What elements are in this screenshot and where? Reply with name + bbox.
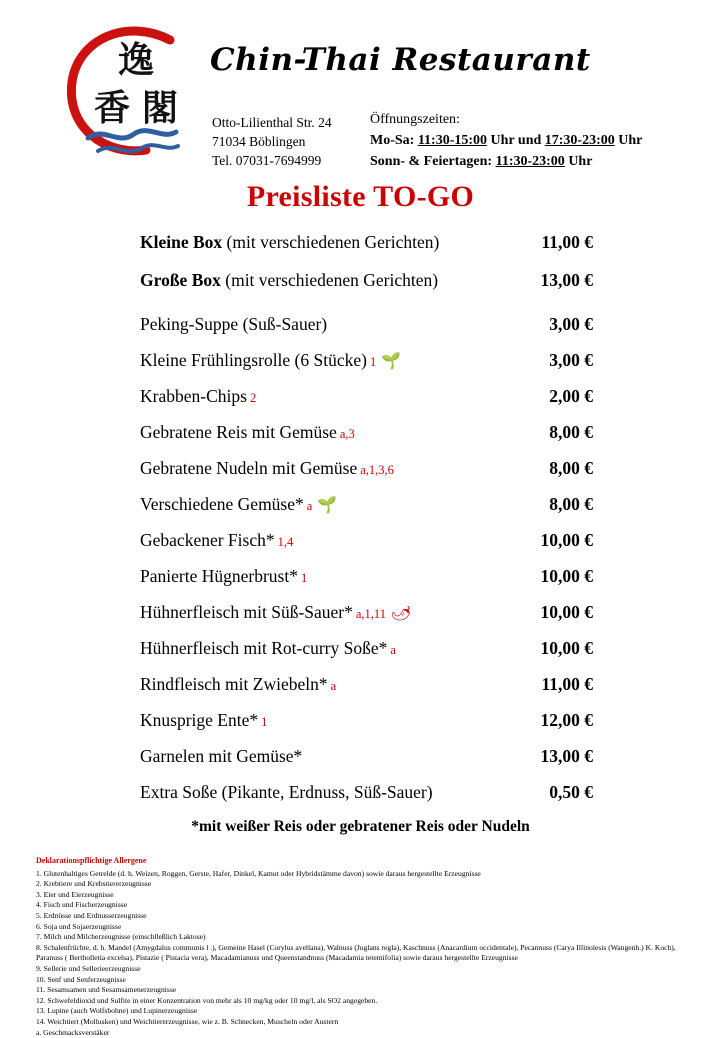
allergen-entry: 6. Soja und Sojaerzeugnisse	[36, 922, 691, 933]
menu-item-name	[140, 494, 337, 515]
menu-item	[140, 746, 593, 767]
restaurant-address	[212, 113, 332, 170]
menu-item-allergens: a	[331, 679, 337, 693]
menu-item	[140, 530, 593, 551]
menu-footnote: *mit weißer Reis oder gebratener Reis oder Nudeln	[0, 818, 721, 836]
weekday-prefix: Mo-Sa:	[370, 133, 418, 148]
menu-item-allergens: 2	[250, 391, 256, 405]
menu-item-name-rest: Hühnerfleisch mit Rot-curry Soße*	[140, 638, 387, 658]
menu-item-name	[140, 674, 336, 695]
menu-item-price: 12,00 €	[521, 710, 593, 731]
menu-item	[140, 602, 593, 623]
menu-item-price: 10,00 €	[521, 530, 593, 551]
menu-item	[140, 674, 593, 695]
menu-item	[140, 386, 593, 407]
menu-item-name-rest: (mit verschiedenen Gerichten)	[225, 270, 438, 290]
weekend-prefix: Sonn- & Feiertagen:	[370, 154, 496, 169]
menu-item-allergens: a,1,3,6	[360, 463, 394, 477]
menu-item-name-rest: Garnelen mit Gemüse*	[140, 746, 302, 766]
menu-item-name	[140, 314, 330, 335]
menu-item-price: 8,00 €	[521, 422, 593, 443]
weekday-mid: Uhr und	[487, 133, 545, 148]
weekday-suffix: Uhr	[615, 133, 643, 148]
allergen-entry: a. Geschmacksverstäker	[36, 1028, 691, 1038]
allergen-entry: 3. Eier und Eierzeugnisse	[36, 890, 691, 901]
allergen-entry: 10. Senf und Senferzeugnisse	[36, 975, 691, 986]
menu-item-price: 11,00 €	[521, 674, 593, 695]
allergen-entry: 8. Schalenfrüchte, d. h. Mandel (Amygdalus communis l .), Gemeine Hasel (Corylus avellana), Walnuss (Juglans regla), Kaschnuss (Anacardium occidentale), Pecannuss (Carya Illinolesis (Wangenh.) K. Koch), Paranuss ( Bertholletia excelsa), Pistazie ( Pistacia vera), Macadamianuss und Queenstandnuss (Macadamia tetemifolia) sowie daraus hergestellte Erzeugnisse	[36, 943, 691, 964]
menu-item	[140, 232, 593, 253]
allergen-declaration	[0, 856, 721, 1038]
menu-item-name	[140, 638, 396, 659]
menu-item-name-rest: Krabben-Chips	[140, 386, 247, 406]
menu-item-name	[140, 422, 355, 443]
menu-item-name-rest: Peking-Suppe (Suß-Sauer)	[140, 314, 327, 334]
allergen-entry: 9. Sellerie und Sellerieerzeugnisse	[36, 964, 691, 975]
menu-item-name	[140, 386, 256, 407]
menu-item-name	[140, 350, 401, 371]
menu-item-price: 10,00 €	[521, 638, 593, 659]
allergen-entry: 11. Sesamsamen und Sesamsamenerzeugnisse	[36, 985, 691, 996]
menu-item-name	[140, 566, 307, 587]
menu-item	[140, 270, 593, 291]
menu-item-name	[140, 270, 438, 291]
allergen-entry: 12. Schwefeldioxid und Sulfite in einer Konzentration von mehr als 10 mg/kg oder 10 mg/l, als SO2 angegeben.	[36, 996, 691, 1007]
spicy-icon: 🌶	[389, 601, 414, 626]
menu-item-name	[140, 710, 267, 731]
restaurant-logo-icon	[58, 20, 203, 165]
svg-text:閣: 閣	[142, 88, 178, 129]
menu-item-price: 11,00 €	[521, 232, 593, 253]
menu-item-name	[140, 458, 394, 479]
menu-item	[140, 782, 593, 803]
menu-list	[0, 232, 721, 803]
menu-item-name-bold: Kleine Box	[140, 232, 227, 252]
menu-item-name-rest: Extra Soße (Pikante, Erdnuss, Süß-Sauer)	[140, 782, 433, 802]
menu-item-price: 8,00 €	[521, 494, 593, 515]
opening-hours-weekday	[370, 130, 642, 151]
menu-item-name-rest: Gebratene Reis mit Gemüse	[140, 422, 337, 442]
allergen-entry: 1. Glutenhaltiges Getrelde (d. h. Weizen, Roggen, Gerste, Hafer, Dinkel, Kamut oder Hybridstämme davon) sowie daraus hergestellte Erzeugnisse	[36, 869, 691, 880]
menu-item-price: 10,00 €	[521, 566, 593, 587]
weekday-time-1: 11:30-15:00	[418, 133, 487, 148]
menu-item-name	[140, 530, 293, 551]
menu-item-price: 0,50 €	[521, 782, 593, 803]
opening-hours	[370, 109, 642, 172]
vegetarian-icon: 🌱	[317, 497, 337, 514]
menu-item-price: 13,00 €	[521, 746, 593, 767]
restaurant-name: Chin-Thai Restaurant	[210, 42, 540, 78]
menu-item-allergens: 1	[301, 571, 307, 585]
opening-hours-label: Öffnungszeiten:	[370, 109, 642, 130]
menu-item-price: 3,00 €	[521, 350, 593, 371]
menu-item-allergens: a,1,11	[356, 607, 386, 621]
menu-item-name-rest: Gebackener Fisch*	[140, 530, 275, 550]
menu-item-name	[140, 782, 436, 803]
svg-text:逸: 逸	[118, 40, 154, 81]
weekend-suffix: Uhr	[565, 154, 593, 169]
menu-item-price: 8,00 €	[521, 458, 593, 479]
menu-item	[140, 566, 593, 587]
menu-item	[140, 494, 593, 515]
menu-item-name-rest: Verschiedene Gemüse*	[140, 494, 304, 514]
opening-hours-weekend	[370, 151, 642, 172]
menu-item-name-rest: Knusprige Ente*	[140, 710, 258, 730]
menu-item-name-rest: Gebratene Nudeln mit Gemüse	[140, 458, 357, 478]
menu-item-name-rest: Rindfleisch mit Zwiebeln*	[140, 674, 328, 694]
menu-item-price: 10,00 €	[521, 602, 593, 623]
menu-item-name-bold: Große Box	[140, 270, 225, 290]
vegetarian-icon: 🌱	[381, 353, 401, 370]
menu-item	[140, 710, 593, 731]
menu-item-name	[140, 232, 439, 253]
menu-item-price: 3,00 €	[521, 314, 593, 335]
weekday-time-2: 17:30-23:00	[545, 133, 615, 148]
menu-item-name-rest: (mit verschiedenen Gerichten)	[227, 232, 440, 252]
allergen-entry: 4. Fisch und Fischerzeugnisse	[36, 900, 691, 911]
allergen-entry: 14. Weichtiert (Mollusken) und Weichtiererzeugnisse, wie z. B. Schnecken, Muscheln oder Austern	[36, 1017, 691, 1028]
menu-item	[140, 422, 593, 443]
allergen-entry: 7. Milch und Milcherzeugnisse (einschlleßlich Laktose)	[36, 932, 691, 943]
page-header	[0, 0, 721, 170]
svg-text:香: 香	[94, 88, 130, 129]
menu-item-name	[140, 746, 305, 767]
menu-item-name-rest: Hühnerfleisch mit Süß-Sauer*	[140, 602, 353, 622]
menu-item-allergens: 1	[370, 355, 376, 369]
address-street: Otto-Lilienthal Str. 24	[212, 113, 332, 132]
menu-item-name-rest: Panierte Hügnerbrust*	[140, 566, 298, 586]
menu-item-allergens: a,3	[340, 427, 355, 441]
menu-item	[140, 638, 593, 659]
menu-item-price: 2,00 €	[521, 386, 593, 407]
menu-item-allergens: a	[307, 499, 313, 513]
address-city: 71034 Böblingen	[212, 132, 332, 151]
menu-item-allergens: 1,4	[278, 535, 294, 549]
menu-item-name	[140, 602, 411, 623]
menu-item-allergens: a	[390, 643, 396, 657]
menu-item-allergens: 1	[261, 715, 267, 729]
allergen-entry: 5. Erdnüsse und Erdnusserzeugnisse	[36, 911, 691, 922]
menu-item	[140, 458, 593, 479]
menu-item	[140, 314, 593, 335]
menu-item	[140, 350, 593, 371]
address-phone: Tel. 07031-7694999	[212, 151, 332, 170]
allergen-title: Deklarationspflichtige Allergene	[36, 856, 691, 867]
page-title: Preisliste TO-GO	[0, 180, 721, 214]
allergen-entry: 2. Krebtiere und Krebstiererzeugnisse	[36, 879, 691, 890]
allergen-entry: 13. Lupine (auch Wolfsbohne) und Lupinerzeugnisse	[36, 1006, 691, 1017]
menu-item-name-rest: Kleine Frühlingsrolle (6 Stücke)	[140, 350, 367, 370]
menu-item-price: 13,00 €	[521, 270, 593, 291]
weekend-time: 11:30-23:00	[496, 154, 565, 169]
